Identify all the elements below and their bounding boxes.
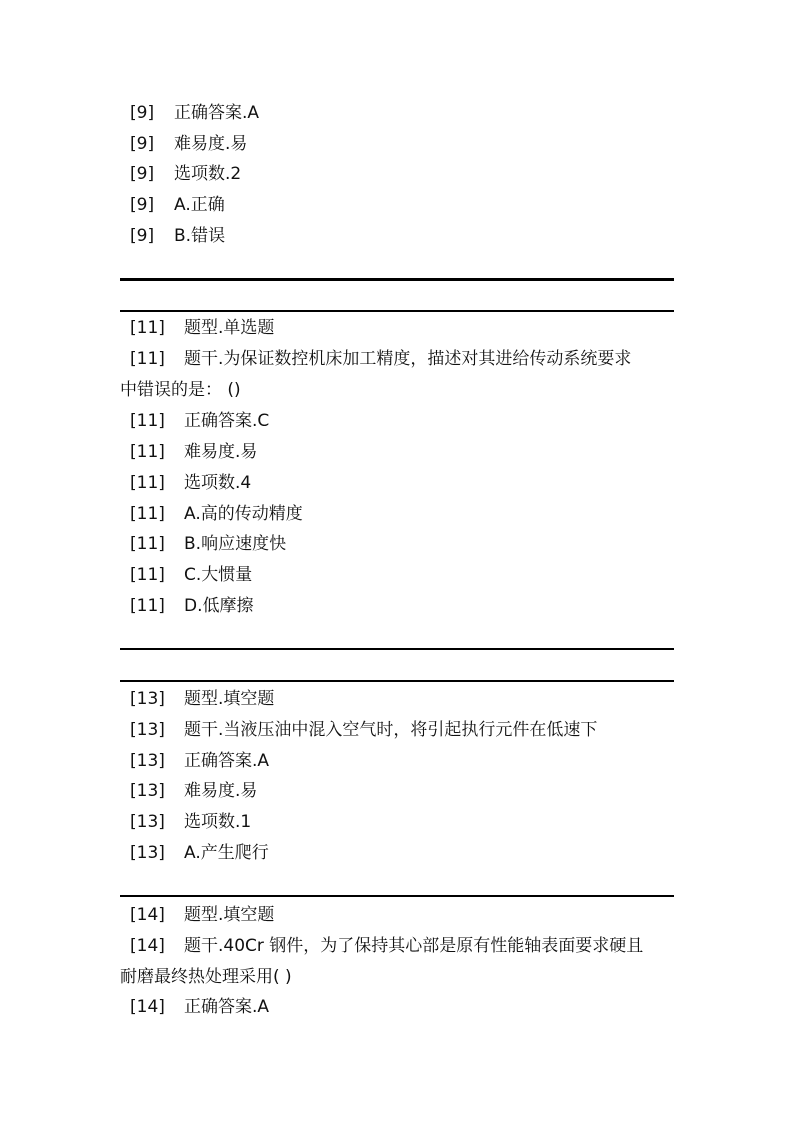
q13-option-a-line	[130, 842, 269, 864]
q9-answer-line	[130, 102, 259, 124]
q11-difficulty-line	[130, 441, 257, 463]
q11-option-count: 选项数.4	[184, 473, 252, 493]
q14-stem: 题干.40Cr 钢件，为了保持其心部是原有性能轴表面要求硬且	[184, 936, 644, 956]
q14-number: [14]	[130, 905, 165, 925]
q14-number: [14]	[130, 997, 165, 1017]
q11-difficulty: 难易度.易	[184, 442, 258, 462]
section-divider	[120, 895, 674, 897]
q9-option-count-line	[130, 163, 241, 185]
q11-number: [11]	[130, 318, 165, 338]
q11-option-b-line	[130, 533, 286, 555]
q9-option-b: B.错误	[174, 226, 226, 246]
q11-stem-continuation	[120, 379, 241, 401]
q13-number: [13]	[130, 689, 165, 709]
q9-option-count: 选项数.2	[174, 164, 242, 184]
q9-answer: 正确答案.A	[174, 103, 260, 123]
q11-option-c-line	[130, 564, 252, 586]
q13-stem: 题干.当液压油中混入空气时，将引起执行元件在低速下	[184, 720, 598, 740]
section-divider	[120, 680, 674, 682]
q13-number: [13]	[130, 720, 165, 740]
q11-type-line	[130, 317, 274, 339]
q11-option-c: C.大惯量	[184, 565, 253, 585]
q11-stem: 题干.为保证数控机床加工精度，描述对其进给传动系统要求	[184, 349, 632, 369]
q13-answer: 正确答案.A	[184, 751, 270, 771]
q9-option-a: A.正确	[174, 195, 225, 215]
q11-answer: 正确答案.C	[184, 411, 270, 431]
q11-stem-line	[130, 348, 631, 370]
q11-type: 题型.单选题	[184, 318, 275, 338]
q11-number: [11]	[130, 504, 165, 524]
q14-stem-continuation	[120, 966, 292, 988]
q11-number: [11]	[130, 534, 165, 554]
q9-number: [9]	[130, 164, 155, 184]
q13-option-a: A.产生爬行	[184, 843, 269, 863]
q13-type: 题型.填空题	[184, 689, 275, 709]
q11-option-d: D.低摩擦	[184, 596, 254, 616]
q14-type-line	[130, 904, 274, 926]
q13-number: [13]	[130, 843, 165, 863]
q14-number: [14]	[130, 936, 165, 956]
q9-number: [9]	[130, 226, 155, 246]
q9-number: [9]	[130, 134, 155, 154]
section-divider	[120, 648, 674, 650]
q9-option-b-line	[130, 225, 225, 247]
q13-difficulty: 难易度.易	[184, 781, 258, 801]
q11-stem-cont: 中错误的是： ()	[120, 380, 241, 400]
q11-number: [11]	[130, 565, 165, 585]
q9-difficulty-line	[130, 133, 247, 155]
q14-stem-cont: 耐磨最终热处理采用( )	[120, 967, 292, 987]
q13-difficulty-line	[130, 780, 257, 802]
q11-option-a-line	[130, 503, 303, 525]
q13-number: [13]	[130, 812, 165, 832]
q11-number: [11]	[130, 473, 165, 493]
q9-number: [9]	[130, 103, 155, 123]
q11-option-count-line	[130, 472, 251, 494]
q11-option-d-line	[130, 595, 254, 617]
q11-number: [11]	[130, 411, 165, 431]
q9-option-a-line	[130, 194, 225, 216]
q13-option-count: 选项数.1	[184, 812, 252, 832]
q13-option-count-line	[130, 811, 251, 833]
q14-answer-line	[130, 996, 269, 1018]
q13-answer-line	[130, 750, 269, 772]
q13-number: [13]	[130, 781, 165, 801]
q11-option-a: A.高的传动精度	[184, 504, 303, 524]
q13-stem-line	[130, 719, 597, 741]
q11-number: [11]	[130, 596, 165, 616]
q14-type: 题型.填空题	[184, 905, 275, 925]
q9-difficulty: 难易度.易	[174, 134, 248, 154]
q14-answer: 正确答案.A	[184, 997, 270, 1017]
q11-answer-line	[130, 410, 269, 432]
q13-type-line	[130, 688, 274, 710]
q13-number: [13]	[130, 751, 165, 771]
q9-number: [9]	[130, 195, 155, 215]
q11-number: [11]	[130, 349, 165, 369]
q11-number: [11]	[130, 442, 165, 462]
q14-stem-line	[130, 935, 643, 957]
section-divider	[120, 278, 674, 281]
q11-option-b: B.响应速度快	[184, 534, 287, 554]
section-divider	[120, 310, 674, 312]
